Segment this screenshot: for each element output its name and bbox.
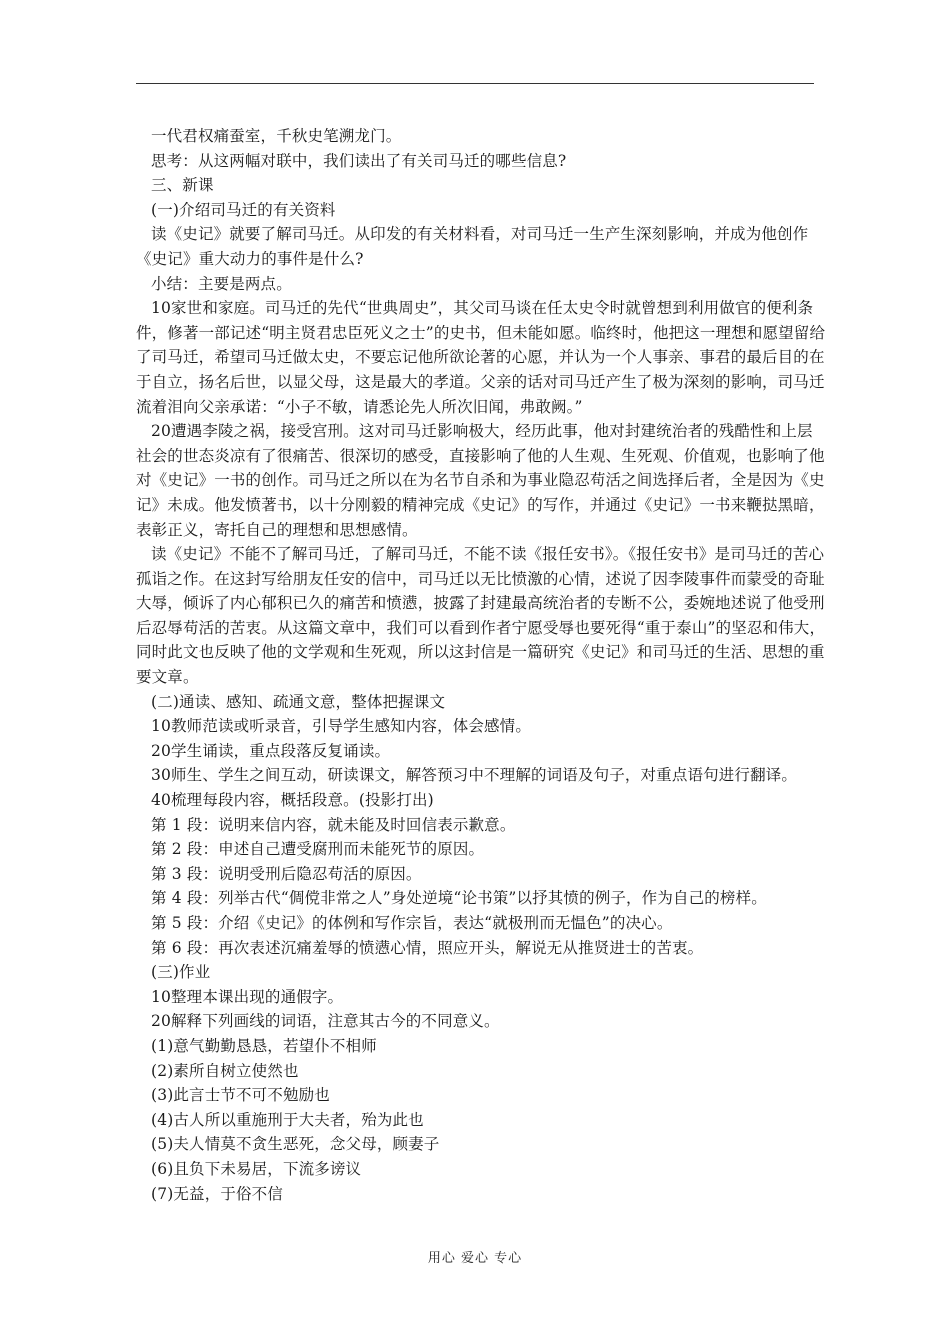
document-body	[136, 124, 826, 1206]
paragraph: 第 4 段：列举古代“倜傥非常之人”身处逆境“论书策”以抒其愤的例子，作为自己的榜样。	[151, 889, 767, 908]
paragraph: 一代君权痛蚕室，千秋史笔溯龙门。	[151, 127, 402, 145]
paragraph: (三)作业	[151, 963, 211, 982]
header-rule	[136, 83, 814, 84]
paragraph: 思考：从这两幅对联中，我们读出了有关司马迁的哪些信息?	[151, 151, 567, 170]
paragraph: 第 5 段：介绍《史记》的体例和写作宗旨，表达“就极刑而无愠色”的决心。	[151, 914, 673, 932]
paragraph: (一)介绍司马迁的有关资料	[151, 200, 336, 219]
paragraph: 40梳理每段内容，概括段意。(投影打出)	[151, 791, 434, 810]
paragraph: 30师生、学生之间互动，研读课文，解答预习中不理解的词语及句子，对重点语句进行翻译。	[151, 766, 798, 785]
paragraph: (5)夫人情莫不贪生恶死，念父母，顾妻子	[151, 1135, 440, 1154]
paragraph: 第 1 段：说明来信内容，就未能及时回信表示歉意。	[151, 815, 516, 834]
paragraph: (2)素所自树立使然也	[151, 1061, 299, 1080]
paragraph: 第 3 段：说明受刑后隐忍苟活的原因。	[151, 864, 422, 883]
paragraph: 10教师范读或听录音，引导学生感知内容，体会感情。	[151, 717, 531, 736]
paragraph: 读《史记》就要了解司马迁。从印发的有关材料看，对司马迁一生产生深刻影响，并成为他创作《史记》重大动力的事件是什么?	[136, 225, 809, 268]
paragraph: 10家世和家庭。司马迁的先代“世典周史”，其父司马谈在任太史令时就曾想到利用做官的便利条件，修著一部记述“明主贤君忠臣死义之士”的史书，但未能如愿。临终时，他把这一理想和愿望留给了司马迁，希望司马迁做太史，不要忘记他所欲论著的心愿，并认为一个人事亲、事君的最后目的在于自立，扬名后世，以显父母，这是最大的孝道。父亲的话对司马迁产生了极为深刻的影响，司马迁流着泪向父亲承诺：“小子不敏，请悉论先人所次旧闻，弗敢阙。”	[136, 299, 826, 416]
paragraph: 第 2 段：申述自己遭受腐刑而未能死节的原因。	[151, 840, 485, 859]
page-footer: 用心 爱心 专心	[427, 1251, 523, 1266]
paragraph: 20学生诵读，重点段落反复诵读。	[151, 741, 391, 760]
paragraph: (二)通读、感知、疏通文意，整体把握课文	[151, 692, 446, 711]
paragraph: (3)此言士节不可不勉励也	[151, 1086, 330, 1105]
paragraph: 第 6 段：再次表述沉痛羞辱的愤懑心情，照应开头，解说无从推贤进士的苦衷。	[151, 938, 704, 957]
paragraph: 20解释下列画线的词语，注意其古今的不同意义。	[151, 1012, 500, 1031]
paragraph: 10整理本课出现的通假字。	[151, 987, 344, 1006]
paragraph: 小结：主要是两点。	[151, 274, 292, 293]
paragraph: 读《史记》不能不了解司马迁，了解司马迁，不能不读《报任安书》。《报任安书》是司马迁的苦心孤诣之作。在这封写给朋友任安的信中，司马迁以无比愤激的心情，述说了因李陵事件而蒙受的奇耻大辱，倾诉了内心郁积已久的痛苦和愤懑，披露了封建最高统治者的专断不公，委婉地述说了他受刑后忍辱苟活的苦衷。从这篇文章中，我们可以看到作者宁愿受辱也要死得“重于泰山”的坚忍和伟大，同时此文也反映了他的文学观和生死观，所以这封信是一篇研究《史记》和司马迁的生活、思想的重要文章。	[136, 545, 826, 687]
paragraph: (4)古人所以重施刑于大夫者，殆为此也	[151, 1110, 424, 1129]
paragraph: 三、新课	[151, 176, 214, 195]
paragraph: (6)且负下未易居，下流多谤议	[151, 1159, 362, 1178]
paragraph: (7)无益，于俗不信	[151, 1184, 283, 1203]
paragraph: (1)意气勤勤恳恳，若望仆不相师	[151, 1036, 377, 1055]
paragraph: 20遭遇李陵之祸，接受宫刑。这对司马迁影响极大，经历此事，他对封建统治者的残酷性和上层社会的世态炎凉有了很痛苦、很深切的感受，直接影响了他的人生观、生死观、价值观，也影响了他对《史记》一书的创作。司马迁之所以在为名节自杀和为事业隐忍苟活之间选择后者，全是因为《史记》未成。他发愤著书，以十分刚毅的精神完成《史记》的写作，并通过《史记》一书来鞭挞黑暗，表彰正义，寄托自己的理想和思想感情。	[136, 422, 825, 539]
